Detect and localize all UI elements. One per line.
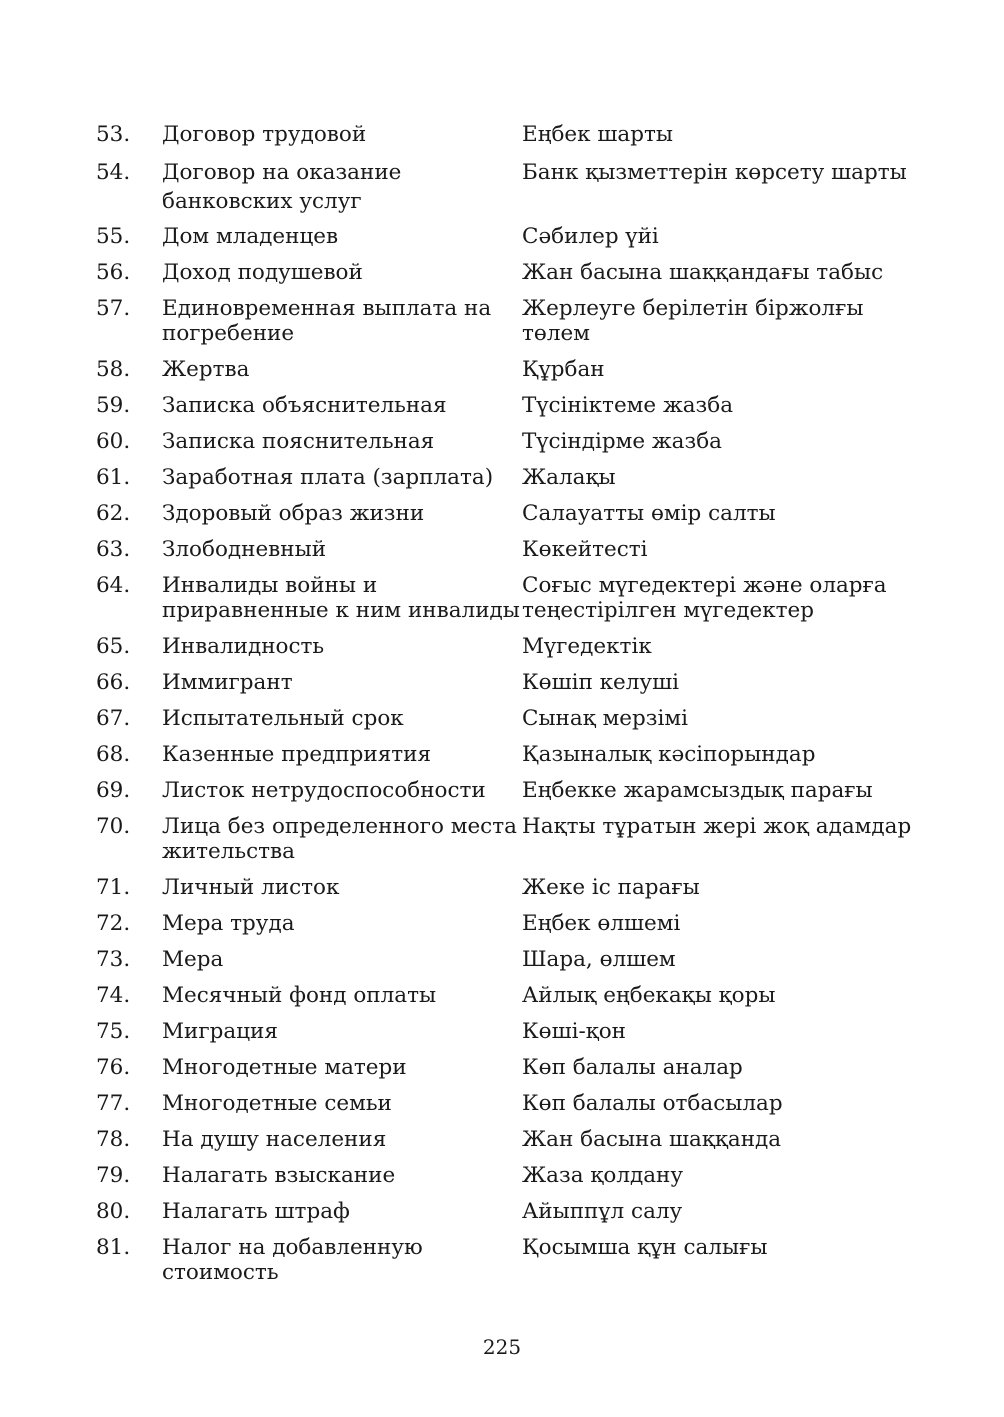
entry-russian-term: Миграция bbox=[162, 1019, 278, 1044]
glossary-entry bbox=[96, 260, 926, 296]
glossary-entry bbox=[96, 911, 926, 947]
glossary-entry bbox=[96, 947, 926, 983]
entry-kazakh-term: Банк қызметтерін көрсету шарты bbox=[522, 160, 907, 185]
glossary-entry bbox=[96, 537, 926, 573]
glossary-entry bbox=[96, 465, 926, 501]
entry-number: 80. bbox=[96, 1199, 131, 1224]
entry-number: 76. bbox=[96, 1055, 131, 1080]
entry-kazakh-term: Жерлеуге берілетін біржолғы төлем bbox=[522, 296, 864, 346]
entry-number: 54. bbox=[96, 160, 131, 185]
entry-kazakh-term: Сәбилер үйі bbox=[522, 224, 659, 249]
entry-kazakh-term: Көкейтесті bbox=[522, 537, 648, 562]
glossary-entry bbox=[96, 357, 926, 393]
entry-kazakh-term: Еңбек өлшемі bbox=[522, 911, 681, 936]
entry-kazakh-term: Сынақ мерзімі bbox=[522, 706, 688, 731]
glossary-entry bbox=[96, 393, 926, 429]
entry-number: 63. bbox=[96, 537, 131, 562]
entry-kazakh-term: Көп балалы аналар bbox=[522, 1055, 743, 1080]
entry-russian-term: Договор на оказание банковских услуг bbox=[162, 160, 402, 214]
entry-number: 65. bbox=[96, 634, 131, 659]
glossary-entry bbox=[96, 983, 926, 1019]
entry-russian-term: Налагать взыскание bbox=[162, 1163, 396, 1188]
entry-russian-term: Инвалидность bbox=[162, 634, 325, 659]
glossary-entry bbox=[96, 1163, 926, 1199]
entry-kazakh-term: Салауатты өмір салты bbox=[522, 501, 776, 526]
entry-number: 55. bbox=[96, 224, 131, 249]
glossary-list bbox=[96, 122, 926, 1296]
page-number: 225 bbox=[482, 1335, 522, 1359]
entry-kazakh-term: Жалақы bbox=[522, 465, 616, 490]
entry-kazakh-term: Құрбан bbox=[522, 357, 605, 382]
entry-russian-term: Здоровый образ жизни bbox=[162, 501, 425, 526]
entry-kazakh-term: Жан басына шаққанда bbox=[522, 1127, 782, 1152]
glossary-entry bbox=[96, 122, 926, 158]
entry-number: 53. bbox=[96, 122, 131, 147]
entry-kazakh-term: Соғыс мүгедектері және оларға теңестірілген мүгедектер bbox=[522, 573, 887, 623]
entry-kazakh-term: Шара, өлшем bbox=[522, 947, 676, 972]
glossary-entry bbox=[96, 224, 926, 260]
entry-russian-term: Записка объяснительная bbox=[162, 393, 447, 418]
entry-kazakh-term: Түсініктеме жазба bbox=[522, 393, 734, 418]
entry-russian-term: Жертва bbox=[162, 357, 250, 382]
glossary-entry bbox=[96, 706, 926, 742]
entry-russian-term: Налагать штраф bbox=[162, 1199, 350, 1224]
entry-kazakh-term: Жаза қолдану bbox=[522, 1163, 684, 1188]
entry-kazakh-term: Көші-қон bbox=[522, 1019, 627, 1044]
entry-kazakh-term: Мүгедектік bbox=[522, 634, 652, 659]
entry-number: 75. bbox=[96, 1019, 131, 1044]
entry-number: 77. bbox=[96, 1091, 131, 1116]
entry-kazakh-term: Түсіндірме жазба bbox=[522, 429, 722, 454]
entry-kazakh-term: Еңбекке жарамсыздық парағы bbox=[522, 778, 873, 803]
entry-number: 71. bbox=[96, 875, 131, 900]
entry-russian-term: Месячный фонд оплаты bbox=[162, 983, 437, 1008]
entry-kazakh-term: Нақты тұратын жері жоқ адамдар bbox=[522, 814, 912, 839]
entry-russian-term: Многодетные семьи bbox=[162, 1091, 392, 1116]
glossary-entry bbox=[96, 1235, 926, 1296]
glossary-entry bbox=[96, 778, 926, 814]
entry-russian-term: Налог на добавленную стоимость bbox=[162, 1235, 423, 1285]
entry-number: 66. bbox=[96, 670, 131, 695]
glossary-entry bbox=[96, 1127, 926, 1163]
entry-number: 61. bbox=[96, 465, 131, 490]
entry-kazakh-term: Еңбек шарты bbox=[522, 122, 673, 147]
entry-russian-term: Заработная плата (зарплата) bbox=[162, 465, 494, 490]
entry-number: 68. bbox=[96, 742, 131, 767]
entry-kazakh-term: Жан басына шаққандағы табыс bbox=[522, 260, 884, 285]
entry-russian-term: Лица без определенного места жительства bbox=[162, 814, 517, 864]
entry-number: 78. bbox=[96, 1127, 131, 1152]
entry-kazakh-term: Көп балалы отбасылар bbox=[522, 1091, 783, 1116]
entry-number: 81. bbox=[96, 1235, 131, 1260]
entry-russian-term: На душу населения bbox=[162, 1127, 387, 1152]
entry-russian-term: Иммигрант bbox=[162, 670, 293, 695]
entry-russian-term: Казенные предприятия bbox=[162, 742, 432, 767]
glossary-entry bbox=[96, 1055, 926, 1091]
entry-kazakh-term: Айыппұл салу bbox=[522, 1199, 683, 1224]
entry-russian-term: Многодетные матери bbox=[162, 1055, 407, 1080]
entry-kazakh-term: Қазыналық кәсіпорындар bbox=[522, 742, 816, 767]
entry-number: 72. bbox=[96, 911, 131, 936]
entry-kazakh-term: Жеке іс парағы bbox=[522, 875, 700, 900]
entry-russian-term: Дом младенцев bbox=[162, 224, 339, 249]
glossary-entry bbox=[96, 742, 926, 778]
entry-number: 64. bbox=[96, 573, 131, 598]
glossary-entry bbox=[96, 158, 926, 224]
glossary-entry bbox=[96, 875, 926, 911]
entry-russian-term: Инвалиды войны и приравненные к ним инвалиды bbox=[162, 573, 520, 623]
entry-number: 70. bbox=[96, 814, 131, 839]
entry-russian-term: Листок нетрудоспособности bbox=[162, 778, 486, 803]
entry-number: 56. bbox=[96, 260, 131, 285]
entry-kazakh-term: Қосымша құн салығы bbox=[522, 1235, 768, 1260]
entry-number: 73. bbox=[96, 947, 131, 972]
entry-russian-term: Личный листок bbox=[162, 875, 340, 900]
entry-number: 62. bbox=[96, 501, 131, 526]
glossary-entry bbox=[96, 634, 926, 670]
entry-kazakh-term: Айлық еңбекақы қоры bbox=[522, 983, 776, 1008]
entry-number: 57. bbox=[96, 296, 131, 321]
entry-russian-term: Испытательный срок bbox=[162, 706, 404, 731]
entry-russian-term: Злободневный bbox=[162, 537, 327, 562]
entry-kazakh-term: Көшіп келуші bbox=[522, 670, 679, 695]
glossary-entry bbox=[96, 1091, 926, 1127]
entry-russian-term: Доход подушевой bbox=[162, 260, 363, 285]
glossary-entry bbox=[96, 573, 926, 634]
entry-russian-term: Записка пояснительная bbox=[162, 429, 435, 454]
entry-russian-term: Договор трудовой bbox=[162, 122, 367, 147]
entry-russian-term: Мера труда bbox=[162, 911, 295, 936]
entry-number: 59. bbox=[96, 393, 131, 418]
glossary-entry bbox=[96, 1199, 926, 1235]
entry-number: 79. bbox=[96, 1163, 131, 1188]
glossary-entry bbox=[96, 296, 926, 357]
entry-number: 74. bbox=[96, 983, 131, 1008]
entry-number: 67. bbox=[96, 706, 131, 731]
entry-number: 69. bbox=[96, 778, 131, 803]
glossary-entry bbox=[96, 429, 926, 465]
entry-russian-term: Единовременная выплата на погребение bbox=[162, 296, 492, 346]
entry-number: 60. bbox=[96, 429, 131, 454]
glossary-entry bbox=[96, 501, 926, 537]
entry-russian-term: Мера bbox=[162, 947, 224, 972]
glossary-entry bbox=[96, 814, 926, 875]
glossary-entry bbox=[96, 1019, 926, 1055]
glossary-entry bbox=[96, 670, 926, 706]
entry-number: 58. bbox=[96, 357, 131, 382]
